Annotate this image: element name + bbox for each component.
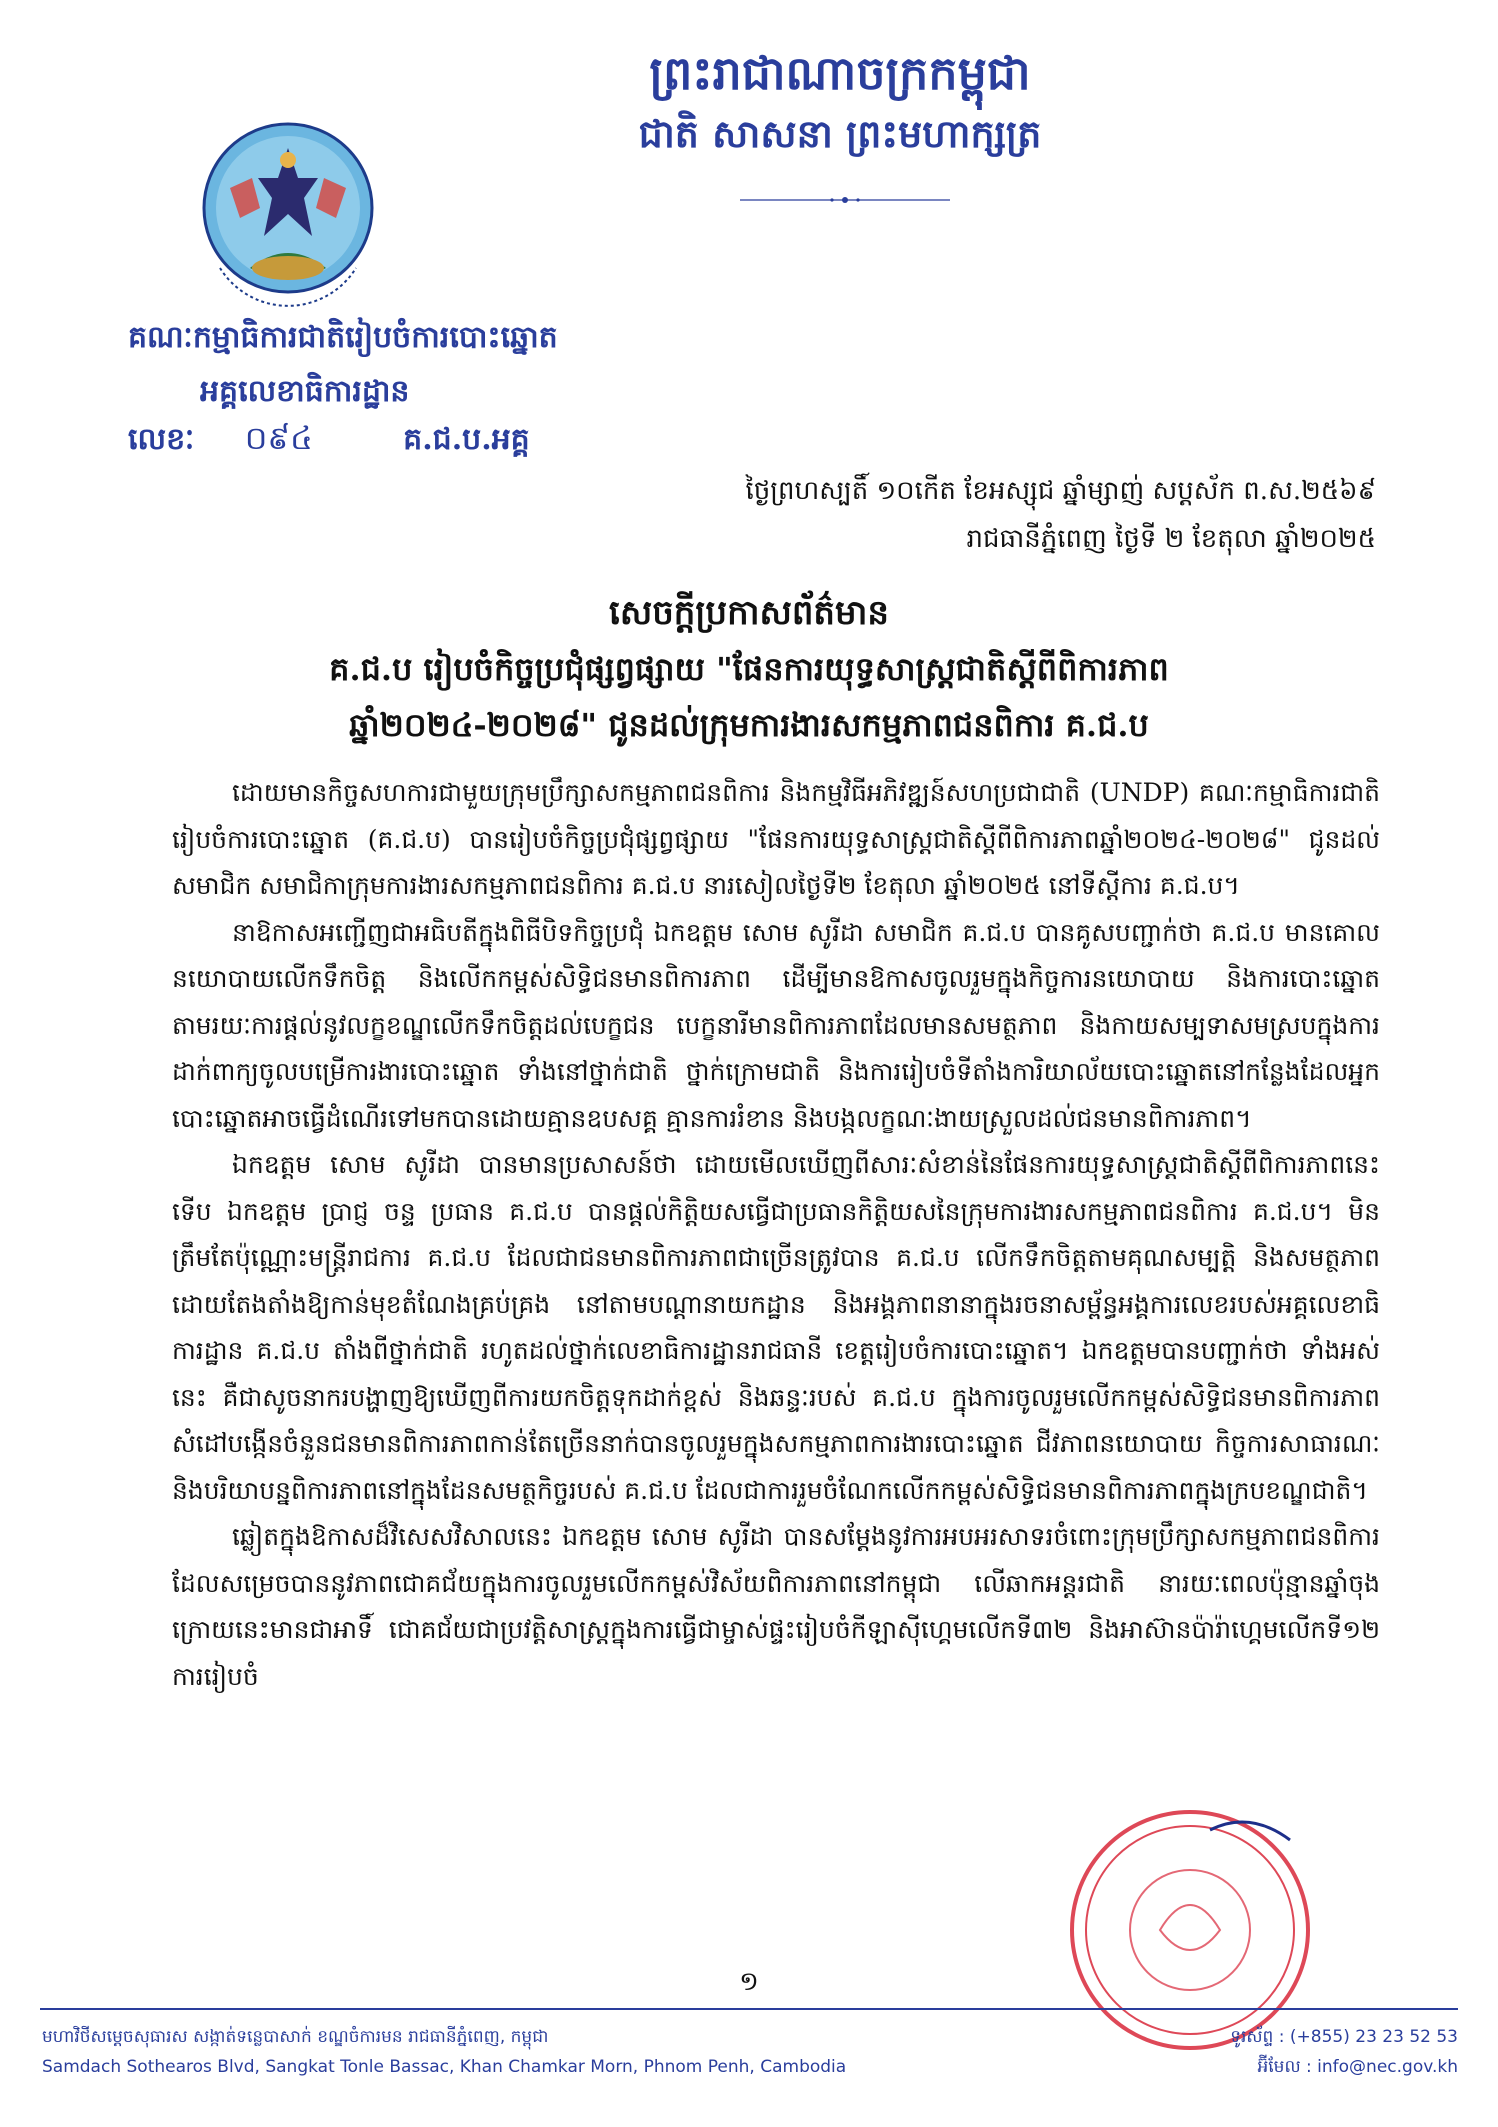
address-english: Samdach Sothearos Blvd, Sangkat Tonle Bassac, Khan Chamkar Morn, Phnom Penh, Cambodia [42,2057,847,2077]
ref-number: ០៩៤ [244,419,313,457]
contact-phone: ទូរស័ព្ទ : (+855) 23 23 52 53 [1230,2027,1458,2047]
body-paragraph-2: នាឱកាសអញ្ជើញជាអធិបតីក្នុងពិធីបិទកិច្ចប្រជុំ ឯកឧត្តម សោម សូរីដា សមាជិក គ.ជ.ប បានគូសបញ្ជាក់ថា គ.ជ.ប មានគោលនយោបាយលើកទឹកចិត្ត និងលើកកម្ពស់សិទ្ធិជនមានពិការភាព ដើម្បីមានឱកាសចូលរួមក្នុងកិច្ចការនយោបាយ និងការបោះឆ្នោត តាមរយៈការផ្តល់នូវលក្ខខណ្ឌលើកទឹកចិត្តដល់បេក្ខជន បេក្ខនារីមានពិការភាពដែលមានសមត្ថភាព និងកាយសម្បទាសមស្របក្នុងការដាក់ពាក្យចូលបម្រើការងារបោះឆ្នោត ទាំងនៅថ្នាក់ជាតិ ថ្នាក់ក្រោមជាតិ និងការរៀបចំទីតាំងការិយាល័យបោះឆ្នោតនៅកន្លែងដែលអ្នកបោះឆ្នោតអាចធ្វើដំណើរទៅមកបានដោយគ្មានឧបសគ្គ គ្មានការរំខាន និងបង្កលក្ខណៈងាយស្រួលដល់ជនមានពិការភាព។ [172,917,1380,1133]
footer-address [42,2022,846,2082]
body-paragraph-1: ដោយមានកិច្ចសហការជាមួយក្រុមប្រឹក្សាសកម្មភាពជនពិការ និងកម្មវិធីអភិវឌ្ឍន៍សហប្រជាជាតិ (UNDP) គណៈកម្មាធិការជាតិរៀបចំការបោះឆ្នោត (គ.ជ.ប) បានរៀបចំកិច្ចប្រជុំផ្សព្វផ្សាយ "ផែនការយុទ្ធសាស្ត្រជាតិស្តីពីពិការភាពឆ្នាំ២០២៤-២០២៨" ជូនដល់សមាជិក សមាជិកាក្រុមការងារសកម្មភាពជនពិការ គ.ជ.ប នារសៀលថ្ងៃទី២ ខែតុលា ឆ្នាំ២០២៥ នៅទីស្តីការ គ.ជ.ប។ [172,778,1380,900]
solar-date: រាជធានីភ្នំពេញ ថ្ងៃទី ២ ខែតុលា ឆ្នាំ២០២៥ [966,524,1376,554]
ref-label: លេខៈ [128,422,195,457]
issuer-dept: អគ្គលេខាធិការដ្ឋាន [200,374,410,409]
title-line-1: សេចក្តីប្រកាសព័ត៌មាន [609,593,889,633]
contact-email[interactable]: អ៊ីមែល : info@nec.gov.kh [1257,2057,1458,2077]
press-release-body [172,770,1380,1700]
lunar-date: ថ្ងៃព្រហស្បតិ៍ ១០កើត ខែអស្សុជ ឆ្នាំម្សាញ់ សប្តស័ក ព.ស.២៥៦៩ [745,476,1376,506]
kingdom-header [540,40,1140,162]
body-paragraph-4: ឆ្លៀតក្នុងឱកាសដ៏វិសេសវិសាលនេះ ឯកឧត្តម សោម សូរីដា បានសម្តែងនូវការអបអរសាទរចំពោះក្រុមប្រឹក្សាសកម្មភាពជនពិការ ដែលសម្រេចបាននូវភាពជោគជ័យក្នុងការចូលរួមលើកកម្ពស់វិស័យពិការភាពនៅកម្ពុជា លើឆាកអន្តរជាតិ នារយៈពេលប៉ុន្មានឆ្នាំចុងក្រោយនេះមានជាអាទិ៍ ជោគជ័យជាប្រវត្តិសាស្ត្រក្នុងការធ្វើជាម្ចាស់ផ្ទះរៀបចំកីឡាស៊ីហ្គេមលើកទី៣២ និងអាស៊ានប៉ារ៉ាហ្គេមលើកទី១២ ការរៀបចំ [172,1522,1380,1691]
address-khmer: មហាវិថីសម្តេចសុធារស សង្កាត់ទន្លេបាសាក់ ខណ្ឌចំការមន រាជធានីភ្នំពេញ, កម្ពុជា [42,2027,549,2047]
ornament-divider [740,195,950,205]
title-line-2: គ.ជ.ប រៀបចំកិច្ចប្រជុំផ្សព្វផ្សាយ "ផែនការយុទ្ធសាស្ត្រជាតិស្តីពីពិការភាព [329,650,1169,688]
footer-divider [40,2008,1458,2010]
official-stamp [1060,1800,1320,2060]
reference-row [128,418,530,465]
kingdom-name: ព្រះរាជាណាចក្រកម្ពុជា [649,46,1031,100]
title-line-3: ឆ្នាំ២០២៤-២០២៨" ជូនដល់ក្រុមការងារសកម្មភាពជនពិការ គ.ជ.ប [349,706,1149,744]
ref-code: គ.ជ.ប.អគ្គ [403,422,530,457]
nec-seal-logo [200,118,376,308]
issuer-org: គណៈកម្មាធិការជាតិរៀបចំការបោះឆ្នោត [128,320,558,355]
footer-contact [1230,2022,1458,2082]
press-release-title [0,585,1498,753]
page-number: ១ [739,1967,759,1997]
national-motto: ជាតិ សាសនា ព្រះមហាក្សត្រ [638,111,1042,156]
body-paragraph-3: ឯកឧត្តម សោម សូរីដា បានមានប្រសាសន៍ថា ដោយមើលឃើញពីសារៈសំខាន់នៃផែនការយុទ្ធសាស្ត្រជាតិស្តីពីពិការភាពនេះ ទើប ឯកឧត្តម ប្រាជ្ញ ចន្ទ ប្រធាន គ.ជ.ប បានផ្តល់កិត្តិយសធ្វើជាប្រធានកិត្តិយសនៃក្រុមការងារសកម្មភាពជនពិការ គ.ជ.ប។ មិនត្រឹមតែប៉ុណ្ណោះមន្ត្រីរាជការ គ.ជ.ប ដែលជាជនមានពិការភាពជាច្រើនត្រូវបាន គ.ជ.ប លើកទឹកចិត្តតាមគុណសម្បត្តិ និងសមត្ថភាព ដោយតែងតាំងឱ្យកាន់មុខតំណែងគ្រប់គ្រង នៅតាមបណ្តានាយកដ្ឋាន និងអង្គភាពនានាក្នុងរចនាសម្ព័ន្ធអង្គការលេខរបស់អគ្គលេខាធិការដ្ឋាន គ.ជ.ប តាំងពីថ្នាក់ជាតិ រហូតដល់ថ្នាក់លេខាធិការដ្ឋានរាជធានី ខេត្តរៀបចំការបោះឆ្នោត។ ឯកឧត្តមបានបញ្ជាក់ថា ទាំងអស់នេះ គឺជាសូចនាករបង្ហាញឱ្យឃើញពីការយកចិត្តទុកដាក់ខ្ពស់ និងឆន្ទៈរបស់ គ.ជ.ប ក្នុងការចូលរួមលើកកម្ពស់សិទ្ធិជនមានពិការភាព សំដៅបង្កើនចំនួនជនមានពិការភាពកាន់តែច្រើននាក់បានចូលរួមក្នុងសកម្មភាពការងារបោះឆ្នោត ជីវភាពនយោបាយ កិច្ចការសាធារណៈ និងបរិយាបន្នពិការភាពនៅក្នុងដែនសមត្ថកិច្ចរបស់ គ.ជ.ប ដែលជាការរួមចំណែកលើកកម្ពស់សិទ្ធិជនមានពិការភាពក្នុងក្របខណ្ឌជាតិ។ [172,1150,1380,1505]
